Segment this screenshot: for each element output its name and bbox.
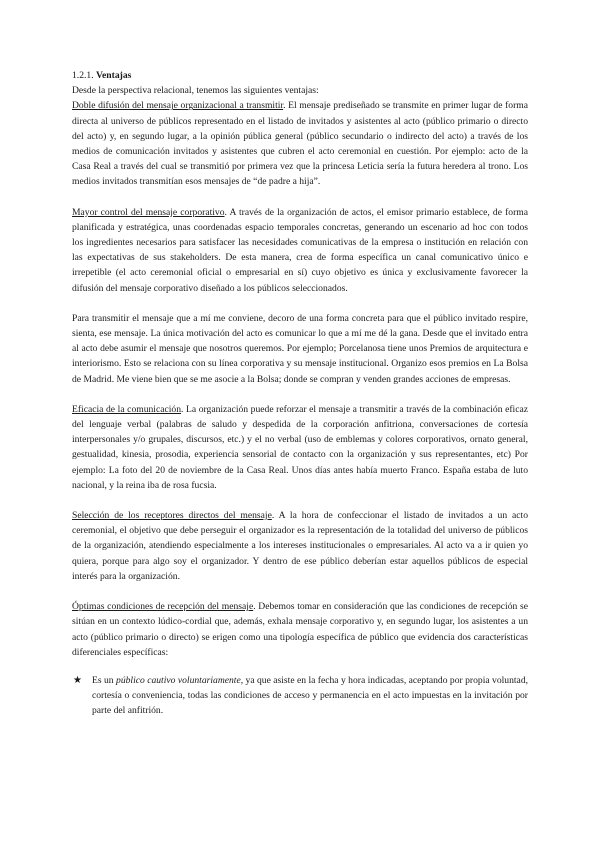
section-heading [72,68,528,83]
paragraph-body: . A través de la organización de actos, el emisor primario establece, de forma planificada y estratégica, unas coordenadas espacio temporales concretas, generando un escenario ad hoc con todos los ingredientes necesarios para satisfacer las necesidades comunicativas de la empresa o institución en relación con las expectativas de sus stakeholders. De esta manera, crea de forma específica un canal comunicativo único e irrepetible (el acto ceremonial oficial o empresarial en sí) cuyo objetivo es única y exclusivamente favorecer la difusión del mensaje corporativo diseñado a los públicos seleccionados. [72,206,528,294]
bullet-text-italic: público cautivo voluntariamente [116,674,241,686]
paragraph-lead: Doble difusión del mensaje organizacional a transmitir [72,100,284,112]
paragraph-transmitir [72,311,528,387]
paragraph-doble-difusion [72,98,528,189]
paragraph-body: . El mensaje prediseñado se transmite en primer lugar de forma directa al universo de públicos representado en el listado de invitados y asistentes al acto (público primario o directo del acto) y, en segundo lugar, a la opinión pública general (público secundario o indirecto del acto) a través de los medios de comunicación invitados y asistentes que cubren el acto ceremonial en cuestión. Por ejemplo: acto de la Casa Real a través del cual se transmitió por primera vez que la princesa Leticia sería la futura heredera al trono. Los medios invitados transmitían esos mensajes de “de padre a hija”. [72,100,528,188]
paragraph-eficacia [72,402,528,493]
bullet-text-after: , ya que asiste en la fecha y hora indicadas, aceptando por propia voluntad, cortesía o conveniencia, todas las condiciones de acceso y permanencia en el acto impuestas en la invitación por parte del anfitrión. [92,674,529,717]
paragraph-optimas-condiciones [72,599,528,660]
paragraph-body: . Debemos tomar en consideración que las condiciones de recepción se sitúan en un contexto lúdico-cordial que, además, exhala mensaje corporativo y, en segundo lugar, los asistentes a un acto (público primario o directo) se erigen como una tipología específica de público que evidencia dos características diferenciales específicas: [72,601,528,658]
paragraph-lead: Selección de los receptores directos del mensaje [72,510,272,522]
document-page [72,68,528,719]
paragraph-body: . La organización puede reforzar el mensaje a transmitir a través de la combinación eficaz del lenguaje verbal (palabras de saludo y despedida de la corporación anfitriona, conversaciones de cortesía interpersonales y/o grupales, discursos, etc.) y el no verbal (uso de emblemas y colores corporativos, ornato general, gestualidad, kinesia, prosodia, experiencia sensorial de contacto con la organización y sus representantes, etc) Por ejemplo: La foto del 20 de noviembre de la Casa Real. Unos días antes había muerto Franco. España estaba de luto nacional, y la reina iba de rosa fucsia. [72,403,528,491]
intro-text: Desde la perspectiva relacional, tenemos las siguientes ventajas: [72,85,319,97]
paragraph-lead: Mayor control del mensaje corporativo [72,206,225,218]
section-number: 1.2.1. [72,70,94,81]
paragraph-lead: Eficacia de la comunicación [72,403,181,415]
bullet-text-before: Es un [92,674,117,686]
paragraph-seleccion [72,508,528,584]
star-bullet-icon: ★ [73,674,82,686]
bullet-list [72,673,528,719]
list-item [73,673,529,719]
paragraph-lead: Óptimas condiciones de recepción del mensaje [72,601,254,613]
paragraph-body: Para transmitir el mensaje que a mí me conviene, decoro de una forma concreta para que el público invitado respire, sienta, ese mensaje. La única motivación del acto es comunicar lo que a mí me dé la gana. Desde que el invitado entra al acto debe asumir el mensaje que nosotros queremos. Por ejemplo; Porcelanosa tiene unos Premios de arquitectura e interiorismo. Esto se relaciona con su línea corporativa y su mensaje institucional. Organizo esos premios en La Bolsa de Madrid. Me viene bien que se me asocie a la Bolsa; donde se compran y venden grandes acciones de empresas. [72,312,528,385]
section-title: Ventajas [96,70,132,81]
paragraph-body: . A la hora de confeccionar el listado de invitados a un acto ceremonial, el objetivo que debe perseguir el organizador es la representación de la totalidad del universo de públicos de la organización, atendiendo especialmente a los intereses institucionales o empresariales. Al acto va a ir quien yo quiera, porque para algo soy el organizador. Y dentro de ese público deberían estar aquellos públicos de especial interés para la organización. [72,510,528,582]
paragraph-mayor-control [72,205,528,296]
